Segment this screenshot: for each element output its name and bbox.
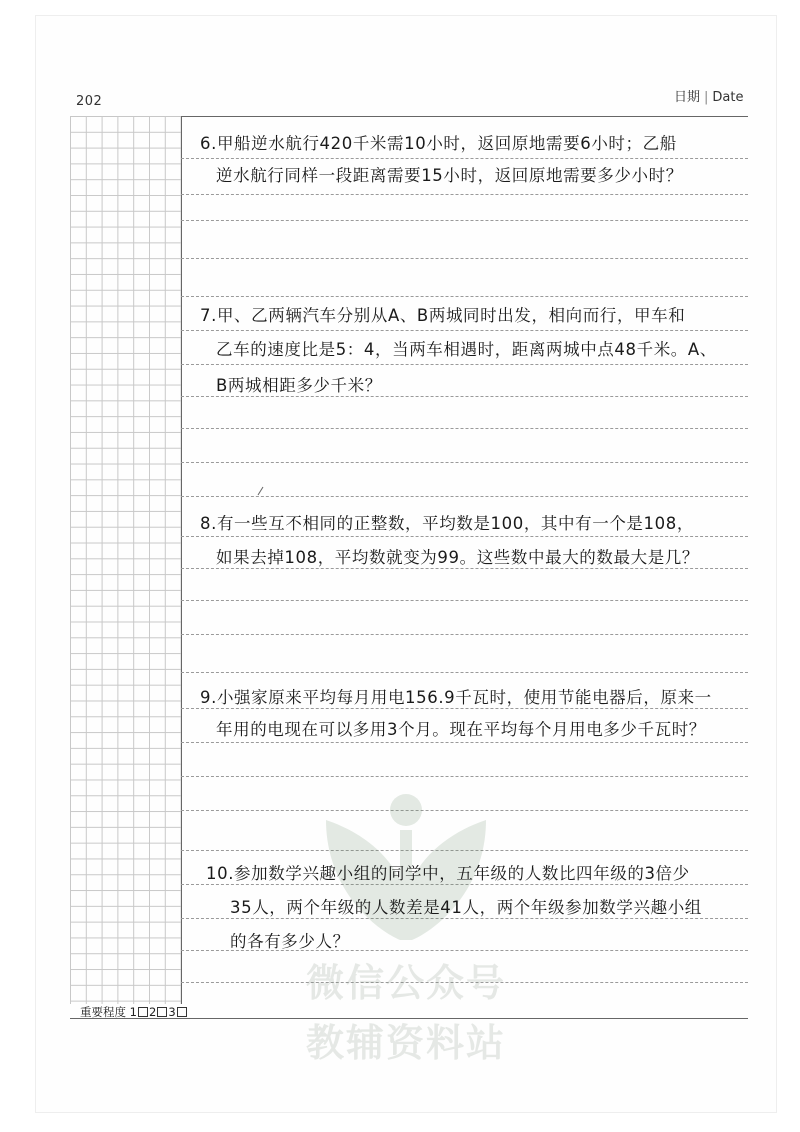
question-10-line-2: 35人，两个年级的人数差是41人，两个年级参加数学兴趣小组 [230, 898, 702, 917]
ruled-line [181, 536, 748, 537]
question-6-line-2: 逆水航行同样一段距离需要15小时，返回原地需要多少小时？ [216, 166, 683, 185]
ruled-line [181, 810, 748, 811]
ruled-line [181, 884, 748, 885]
ruled-line [181, 396, 748, 397]
question-8-line-2: 如果去掉108，平均数就变为99。这些数中最大的数最大是几？ [216, 548, 699, 567]
question-8-line-1: 8.有一些互不相同的正整数，平均数是100，其中有一个是108， [200, 514, 694, 533]
ruled-line [181, 850, 748, 851]
importance-checkbox-2[interactable] [157, 1007, 167, 1017]
question-7-line-2: 乙车的速度比是5：4，当两车相遇时，距离两城中点48千米。A、 [216, 340, 717, 359]
ruled-line [181, 194, 748, 195]
ruled-line [181, 568, 748, 569]
importance-label: 重要程度 [80, 1005, 126, 1019]
ruled-line [181, 296, 748, 297]
ruled-line [181, 672, 748, 673]
ruled-line [181, 708, 748, 709]
ruled-line [181, 428, 748, 429]
ruled-line [181, 496, 748, 497]
ruled-line [181, 600, 748, 601]
importance-checkbox-1[interactable] [138, 1007, 148, 1017]
ruled-line [181, 258, 748, 259]
importance-checkbox-3[interactable] [177, 1007, 187, 1017]
ruled-line [181, 918, 748, 919]
grid-margin [70, 116, 182, 1004]
question-9-line-1: 9.小强家原来平均每月用电156.9千瓦时，使用节能电器后，原来一 [200, 688, 712, 707]
ruled-line [181, 364, 748, 365]
date-label [674, 86, 743, 105]
importance-rating [80, 1004, 188, 1020]
ruled-line [181, 742, 748, 743]
pencil-tick-icon [256, 486, 264, 496]
importance-level-1: 1 [129, 1005, 137, 1019]
importance-level-3: 3 [168, 1005, 176, 1019]
question-7-line-1: 7.甲、乙两辆汽车分别从A、B两城同时出发，相向而行，甲车和 [200, 306, 686, 325]
page-number: 202 [76, 94, 103, 109]
importance-level-2: 2 [148, 1005, 157, 1019]
ruled-line [181, 982, 748, 983]
ruled-line [181, 634, 748, 635]
question-10-line-3: 的各有多少人？ [230, 932, 350, 951]
date-label-cn: 日期 [674, 90, 701, 105]
ruled-line [181, 330, 748, 331]
question-9-line-2: 年用的电现在可以多用3个月。现在平均每个月用电多少千瓦时？ [216, 720, 706, 739]
question-7-line-3: B两城相距多少千米？ [216, 376, 382, 395]
ruled-line [181, 158, 748, 159]
ruled-line [181, 776, 748, 777]
ruled-line [181, 220, 748, 221]
date-separator: | [704, 90, 709, 105]
date-label-en: Date [712, 90, 744, 105]
question-6-line-1: 6.甲船逆水航行420千米需10小时，返回原地需要6小时；乙船 [200, 134, 677, 153]
question-10-line-1: 10.参加数学兴趣小组的同学中，五年级的人数比四年级的3倍少 [206, 864, 690, 883]
ruled-line [181, 462, 748, 463]
